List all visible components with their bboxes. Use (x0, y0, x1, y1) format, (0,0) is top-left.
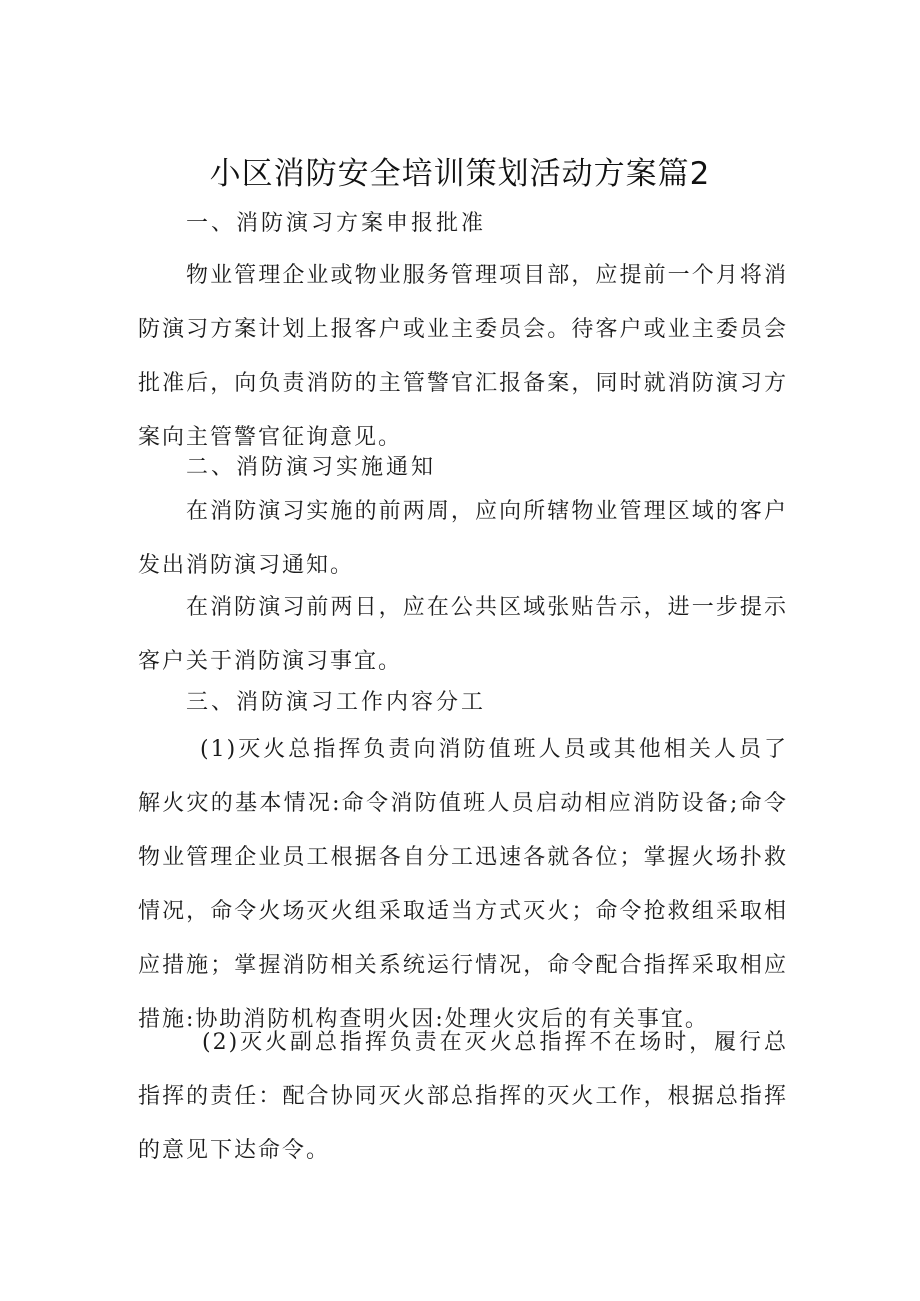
paragraph-deputy-commander-duties: (2)灭火副总指挥负责在灭火总指挥不在场时，履行总指挥的责任：配合协同灭火部总指挥的灭火工作，根据总指挥的意见下达命令。 (138, 1030, 788, 1163)
section-heading-3: 三、消防演习工作内容分工 (186, 690, 487, 715)
paragraph-approval: 物业管理企业或物业服务管理项目部，应提前一个月将消防演习方案计划上报客户或业主委员会。待客户或业主委员会批准后，向负责消防的主管警官汇报备案，同时就消防演习方案向主管警官征询意见。 (138, 263, 788, 450)
paragraph-commander-duties: (1)灭火总指挥负责向消防值班人员或其他相关人员了解火灾的基本情况:命令消防值班人员启动相应消防设备;命令物业管理企业员工根据各自分工迅速各就各位；掌握火场扑救情况，命令火场灭火组采取适当方式灭火；命令抢救组采取相应措施；掌握消防相关系统运行情况，命令配合指挥采取相应措施:协助消防机构查明火因:处理火灾后的有关事宜。 (138, 737, 788, 1032)
section-heading-2: 二、消防演习实施通知 (186, 455, 437, 480)
section-heading-1: 一、消防演习方案申报批准 (186, 211, 487, 236)
paragraph-notice-two-days: 在消防演习前两日，应在公共区域张贴告示，进一步提示客户关于消防演习事宜。 (138, 595, 788, 674)
paragraph-notice-two-weeks: 在消防演习实施的前两周，应向所辖物业管理区域的客户发出消防演习通知。 (138, 499, 788, 578)
document-title: 小区消防安全培训策划活动方案篇2 (209, 156, 711, 192)
